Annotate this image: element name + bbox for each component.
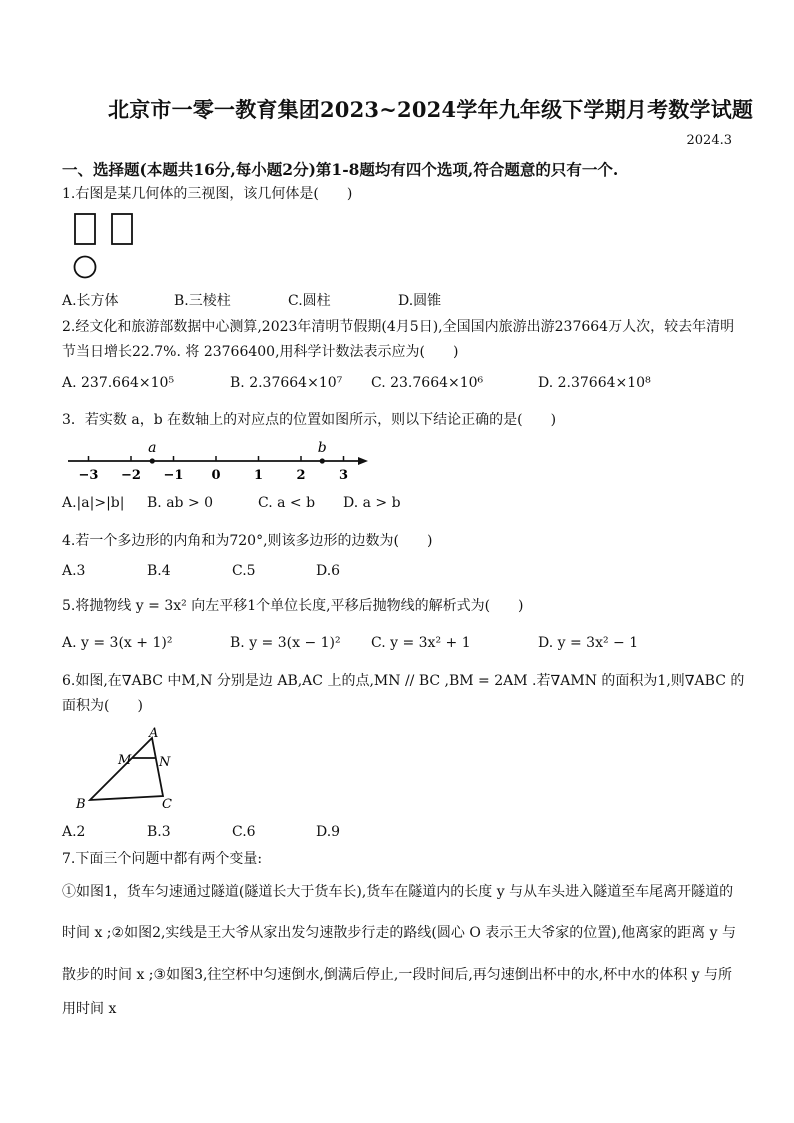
question-7-stem: 7.下面三个问题中都有两个变量: — [62, 851, 263, 867]
point-b-label: b — [317, 440, 327, 456]
vertex-b-label: B — [76, 797, 86, 812]
exam-date: 2024.3 — [686, 133, 732, 148]
section-heading: 一、选择题(本题共16分,每小题2分)第1-8题均有四个选项,符合题意的只有一个. — [62, 160, 619, 179]
tick-label: −3 — [78, 468, 99, 482]
q4-option-d: D.6 — [316, 563, 341, 579]
point-n-label: N — [159, 755, 171, 770]
top-view-circle — [75, 257, 96, 278]
q3-option-d: D. a > b — [343, 495, 401, 511]
question-6-stem-line2: 面积为( ) — [62, 698, 143, 714]
three-views-figure — [70, 212, 145, 282]
question-1-stem: 1.右图是某几何体的三视图，该几何体是( ) — [62, 186, 353, 202]
point-m-label: M — [118, 753, 132, 768]
q4-option-a: A.3 — [62, 563, 86, 579]
q3-option-b: B. ab > 0 — [147, 495, 214, 511]
question-7-line4: 用时间 x — [62, 1001, 117, 1017]
tick-label: 2 — [296, 468, 306, 482]
tick-label: −1 — [163, 468, 184, 482]
question-7-line1: ①如图1，货车匀速通过隧道(隧道长大于货车长),货车在隧道内的长度 y 与从车头进入隧道至车尾离开隧道的 — [62, 884, 734, 900]
question-2-stem-line2: 节当日增长22.7%. 将 23766400,用科学计数法表示应为( ) — [62, 344, 459, 360]
side-view-rect — [112, 214, 132, 244]
point-a-label: a — [148, 440, 157, 456]
number-line-arrow — [358, 457, 368, 465]
q5-option-c: C. y = 3x² + 1 — [371, 635, 471, 651]
number-line-figure — [62, 436, 382, 482]
q1-option-d: D.圆锥 — [398, 293, 442, 309]
q6-option-d: D.9 — [316, 824, 341, 840]
front-view-rect — [75, 214, 95, 244]
question-3-stem: 3．若实数 a，b 在数轴上的对应点的位置如图所示，则以下结论正确的是( ) — [62, 412, 557, 428]
question-6-stem-line1: 6.如图,在∇ABC 中M,N 分别是边 AB,AC 上的点,MN // BC ,BM = 2AM .若∇AMN 的面积为1,则∇ABC 的 — [62, 673, 745, 689]
triangle-abc — [90, 738, 163, 800]
q2-option-c: C. 23.7664×10⁶ — [371, 375, 484, 391]
q4-option-b: B.4 — [147, 563, 171, 579]
tick-label: 0 — [211, 468, 221, 482]
q5-option-d: D. y = 3x² − 1 — [538, 635, 639, 651]
number-line-ticks — [79, 456, 349, 482]
q6-option-c: C.6 — [232, 824, 256, 840]
page-title: 北京市一零一教育集团2023~2024学年九年级下学期月考数学试题 — [108, 97, 754, 122]
question-7-line2: 时间 x ;②如图2,实线是王大爷从家出发匀速散步行走的路线(圆心 O 表示王大爷家的位置),他离家的距离 y 与 — [62, 925, 736, 941]
q6-option-b: B.3 — [147, 824, 171, 840]
q5-option-a: A. y = 3(x + 1)² — [62, 635, 173, 651]
tick-label: 1 — [253, 468, 264, 482]
question-2-stem-line1: 2.经文化和旅游部数据中心测算,2023年清明节假期(4月5日),全国国内旅游出游237664万人次，较去年清明 — [62, 319, 735, 335]
tick-label: −2 — [121, 468, 141, 482]
q2-option-b: B. 2.37664×10⁷ — [230, 375, 343, 391]
vertex-a-label: A — [149, 726, 159, 741]
q1-option-c: C.圆柱 — [288, 293, 331, 309]
tick-label: 3 — [338, 468, 349, 482]
q3-option-c: C. a < b — [258, 495, 316, 511]
q6-option-a: A.2 — [62, 824, 86, 840]
q1-option-b: B.三棱柱 — [174, 293, 231, 309]
q2-option-d: D. 2.37664×10⁸ — [538, 375, 651, 391]
q4-option-c: C.5 — [232, 563, 256, 579]
question-7-line3: 散步的时间 x ;③如图3,往空杯中匀速倒水,倒满后停止,一段时间后,再匀速倒出杯中的水,杯中水的体积 y 与所 — [62, 967, 733, 983]
vertex-c-label: C — [162, 797, 172, 812]
q5-option-b: B. y = 3(x − 1)² — [230, 635, 341, 651]
question-5-stem: 5.将抛物线 y = 3x² 向左平移1个单位长度,平移后抛物线的解析式为( ) — [62, 598, 524, 614]
point-a — [150, 458, 155, 463]
q1-option-a: A.长方体 — [62, 293, 119, 309]
q3-option-a: A.|a|>|b| — [62, 495, 125, 511]
triangle-figure — [70, 726, 190, 816]
point-b — [320, 458, 325, 463]
question-4-stem: 4.若一个多边形的内角和为720°,则该多边形的边数为( ) — [62, 533, 433, 549]
q2-option-a: A. 237.664×10⁵ — [62, 375, 175, 391]
